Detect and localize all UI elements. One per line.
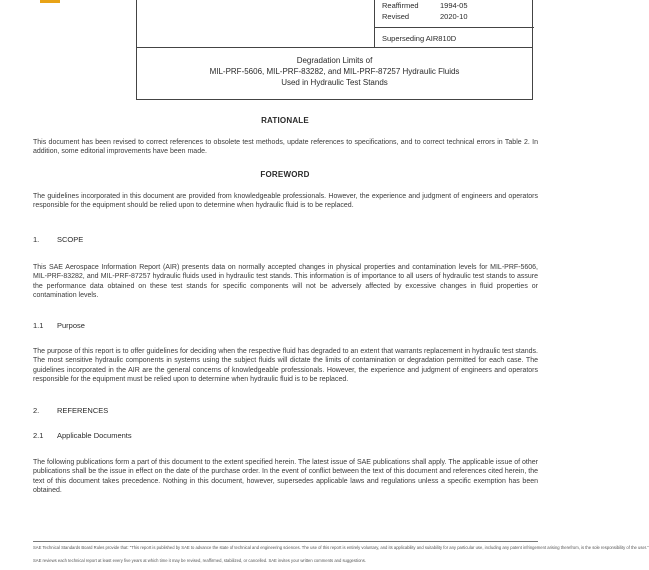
header-divider: [137, 47, 532, 48]
title-line: MIL-PRF-5606, MIL-PRF-83282, and MIL-PRF-87257 Hydraulic Fluids: [209, 67, 460, 76]
section-title: Applicable Documents: [57, 431, 132, 440]
section-scope: [33, 235, 83, 244]
document-header: [136, 0, 533, 100]
footnote-text: SAE reviews each technical report at least every five years at which time it may be revised, reaffirmed, stabilized, or cancelled. SAE invites your written comments and suggestions.: [33, 558, 366, 563]
meta-value: 2020-10: [440, 12, 468, 21]
section-title: SCOPE: [57, 235, 84, 244]
rationale-text: This document has been revised to correct references to obsolete test methods, update references to specifications, and to correct technical errors in Table 2. In addition, some editorial improvements have been made.: [33, 139, 538, 156]
header-divider: [374, 27, 534, 28]
scope-text: This SAE Aerospace Information Report (AIR) presents data on normally accepted changes in physical properties and contamination levels for MIL-PRF-5606, MIL-PRF-83282, and MIL-PRF-87257 hydraulic fluids used in hydraulic test stands. This information is of importance to all users of hydraulic test stands to assure the performance data obtained on these test stands for specific components will not be adversely affected by excessive changes in fluid properties or contamination levels.: [33, 264, 538, 299]
meta-label: Reaffirmed: [382, 1, 419, 10]
foreword-heading: FOREWORD: [260, 170, 310, 179]
foreword-text: The guidelines incorporated in this document are provided from knowledgeable professionals. However, the experience and judgment of engineers and operators responsible for the equipment should be relied upon to determine when hydraulic fluid is to be replaced.: [33, 193, 538, 210]
section-number: 1.: [33, 235, 40, 244]
footnote-text: SAE Technical Standards Board Rules provide that: "This report is published by SAE to advance the state of technical and engineering sciences. The use of this report is entirely voluntary, and its applicability and suitability for any particular use, including any patent infringement arising therefrom, is the sole responsibility of the user.": [33, 545, 649, 550]
sae-logo-mark: [40, 0, 60, 3]
applicable-documents-text: The following publications form a part of this document to the extent specified herein. The latest issue of SAE publications shall apply. The applicable issue of other publications shall be the issue in effect on the date of the purchase order. In the event of conflict between the text of this document and references cited herein, the text of this document takes precedence. Nothing in this document, however, supersedes applicable laws and regulations unless a specific exemption has been obtained.: [33, 459, 538, 494]
section-references: [33, 406, 108, 415]
section-number: 2.1: [33, 431, 44, 440]
rationale-heading: RATIONALE: [261, 116, 309, 125]
section-title: Purpose: [57, 321, 85, 330]
header-divider: [374, 0, 375, 47]
reaffirmed-row: [382, 1, 468, 10]
title-line: Used in Hydraulic Test Stands: [281, 78, 388, 87]
title-line: Degradation Limits of: [296, 56, 373, 65]
document-title: [137, 55, 532, 88]
revised-row: [382, 12, 468, 21]
meta-label: Revised: [382, 12, 410, 21]
meta-value: 1994-05: [440, 1, 468, 10]
section-applicable-documents: [33, 431, 132, 440]
footnote-divider: [33, 541, 538, 542]
superseding-note: Superseding AIR810D: [382, 34, 457, 43]
section-purpose: [33, 321, 85, 330]
purpose-text: The purpose of this report is to offer guidelines for deciding when the respective fluid has degraded to an extent that warrants replacement in hydraulic test stands. The most sensitive hydraulic components in systems using the subject fluids will dictate the limits of contamination or degradation permitted for each case. The guidelines incorporated in the AIR are the general concerns of knowledgeable professionals. However, the experience and judgment of engineers and operators responsible for the equipment must be relied upon to determine when hydraulic fluid is to be replaced.: [33, 348, 538, 383]
section-title: REFERENCES: [57, 406, 109, 415]
section-number: 1.1: [33, 321, 44, 330]
section-number: 2.: [33, 406, 40, 415]
